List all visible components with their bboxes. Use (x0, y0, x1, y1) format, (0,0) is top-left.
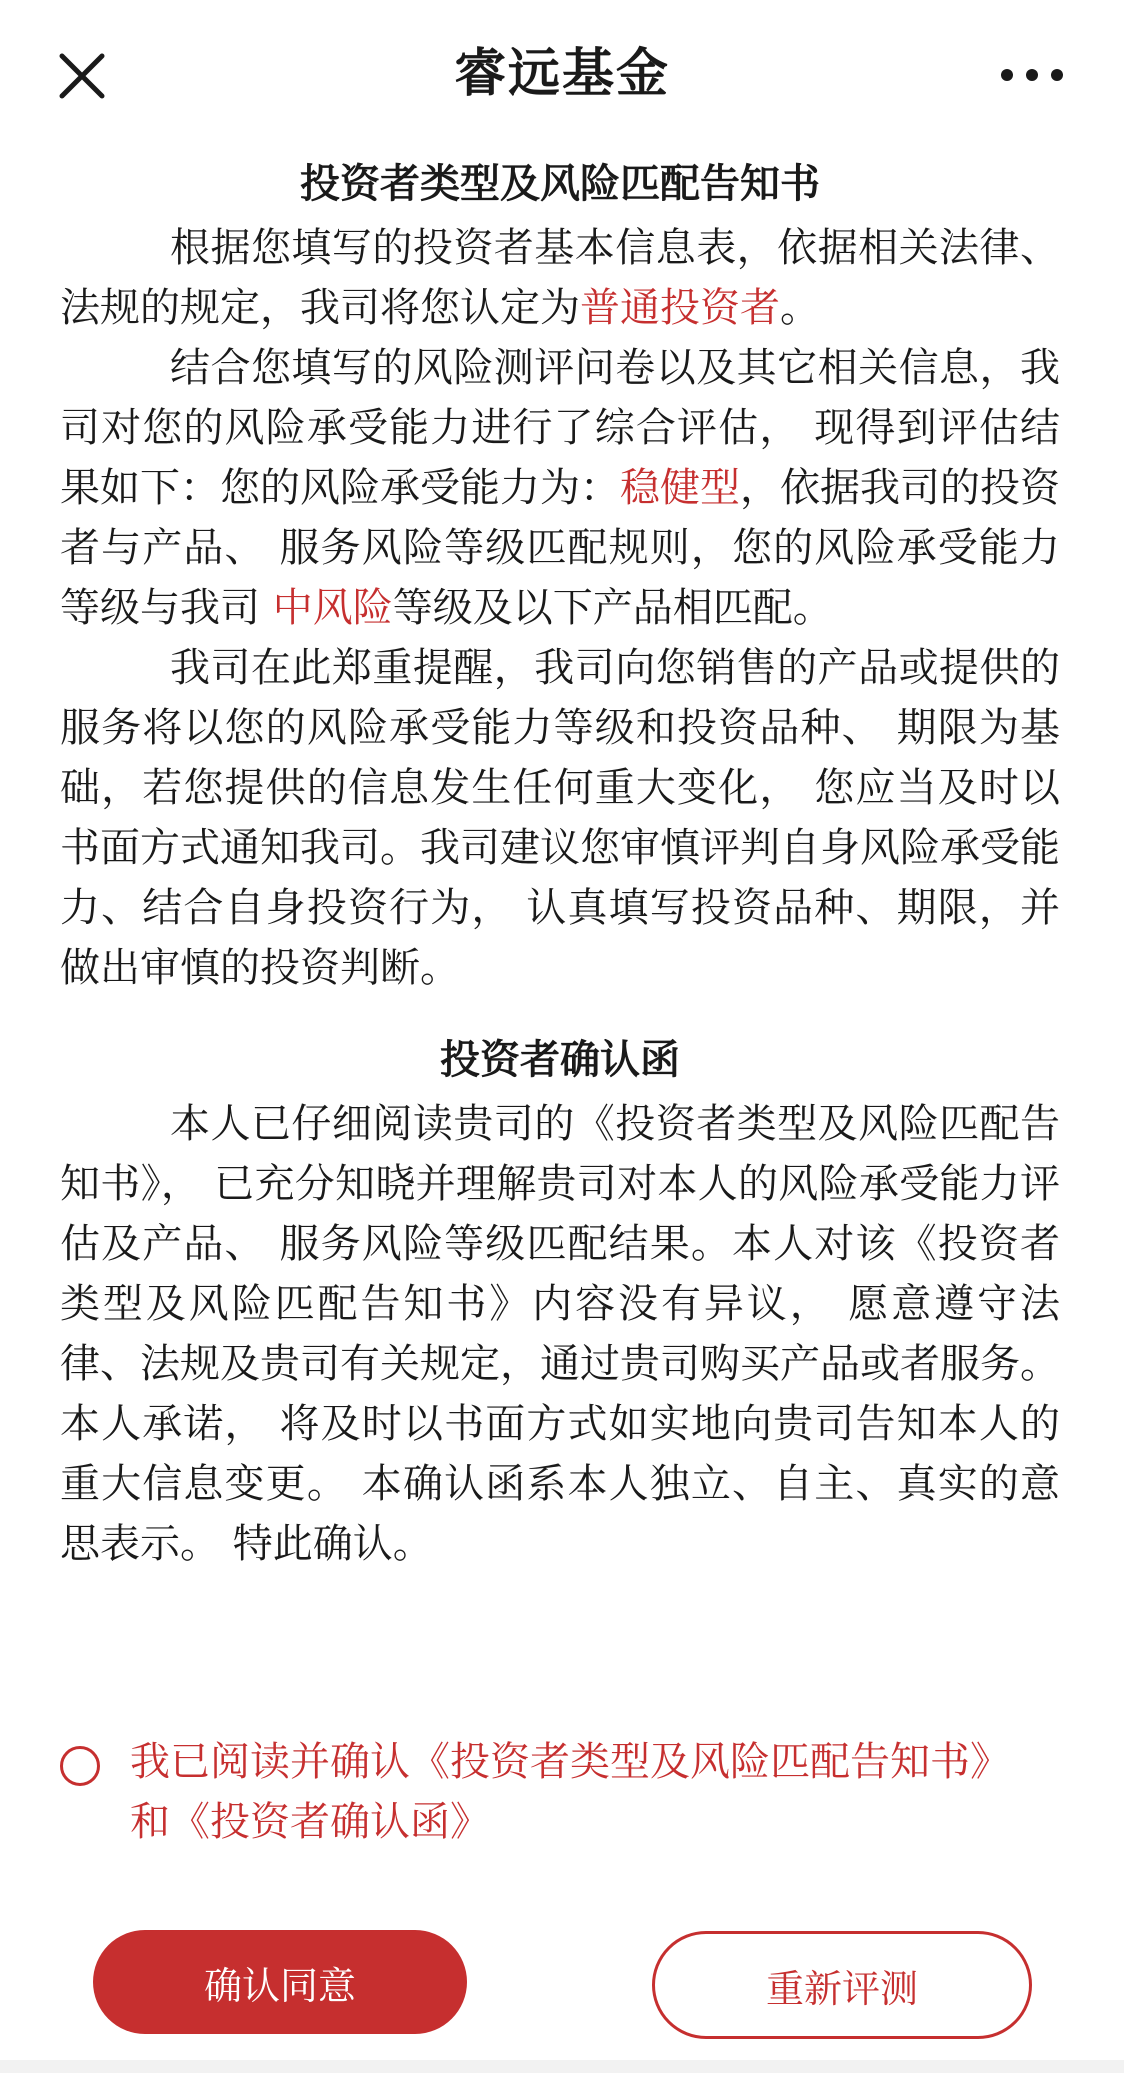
risk-level-highlight: 稳健型 (620, 465, 740, 511)
section-spacer (60, 998, 1060, 1026)
more-icon (1000, 68, 1064, 82)
notice-p2-text-c: 等级及以下产品相匹配。 (392, 585, 833, 631)
notice-p2-text-b: ，依据我司的投资者与产品、 服务风险等级匹配规则，您的风险承受能力等级与我司 (60, 465, 1060, 631)
notice-p1-text-b: 。 (780, 285, 820, 331)
retest-button[interactable]: 重新评测 (652, 1931, 1032, 2039)
confirmation-title: 投资者确认函 (440, 1037, 680, 1083)
bottom-divider (0, 2060, 1124, 2073)
notice-paragraph-1 (60, 218, 1060, 338)
notice-p1-text-a: 根据您填写的投资者基本信息表，依据相关法律、法规的规定，我司将您认定为 (60, 225, 1060, 331)
notice-p2-text-a: 结合您填写的风险测评问卷以及其它相关信息，我司对您的风险承受能力进行了综合评估， 现得到评估结果如下：您的风险承受能力为： (60, 345, 1060, 511)
notice-title: 投资者类型及风险匹配告知书 (300, 161, 820, 207)
confirmation-paragraph: 本人已仔细阅读贵司的《投资者类型及风险匹配告知书》， 已充分知晓并理解贵司对本人的风险承受能力评估及产品、 服务风险等级匹配结果。本人对该《投资者类型及风险匹配告知书》内容没有异议， 愿意遵守法律、法规及贵司有关规定，通过贵司购买产品或者服务。 本人承诺， 将及时以书面方式如实地向贵司告知本人的重大信息变更。 本确认函系本人独立、自主、真实的意思表示。 特此确认。 (60, 1101, 1060, 1567)
agreement-radio[interactable] (60, 1746, 100, 1786)
product-risk-highlight: 中风险 (272, 585, 393, 631)
agreement-label[interactable]: 我已阅读并确认《投资者类型及风险匹配告知书》和《投资者确认函》 (130, 1739, 1010, 1845)
more-button[interactable] (992, 50, 1072, 100)
notice-paragraph-3: 我司在此郑重提醒，我司向您销售的产品或提供的服务将以您的风险承受能力等级和投资品种、 期限为基础，若您提供的信息发生任何重大变化， 您应当及时以书面方式通知我司。我司建议您审慎评判自身风险承受能力、结合自身投资行为， 认真填写投资品种、期限，并做出审慎的投资判断。 (60, 645, 1060, 991)
top-navigation-bar (0, 0, 1124, 148)
confirm-agree-button[interactable]: 确认同意 (93, 1930, 467, 2034)
document-content (60, 150, 1060, 1574)
investor-type-highlight: 普通投资者 (580, 285, 780, 331)
page-title: 睿远基金 (453, 44, 670, 104)
agreement-row[interactable] (60, 1732, 1060, 1852)
notice-paragraph-2 (60, 338, 1060, 638)
